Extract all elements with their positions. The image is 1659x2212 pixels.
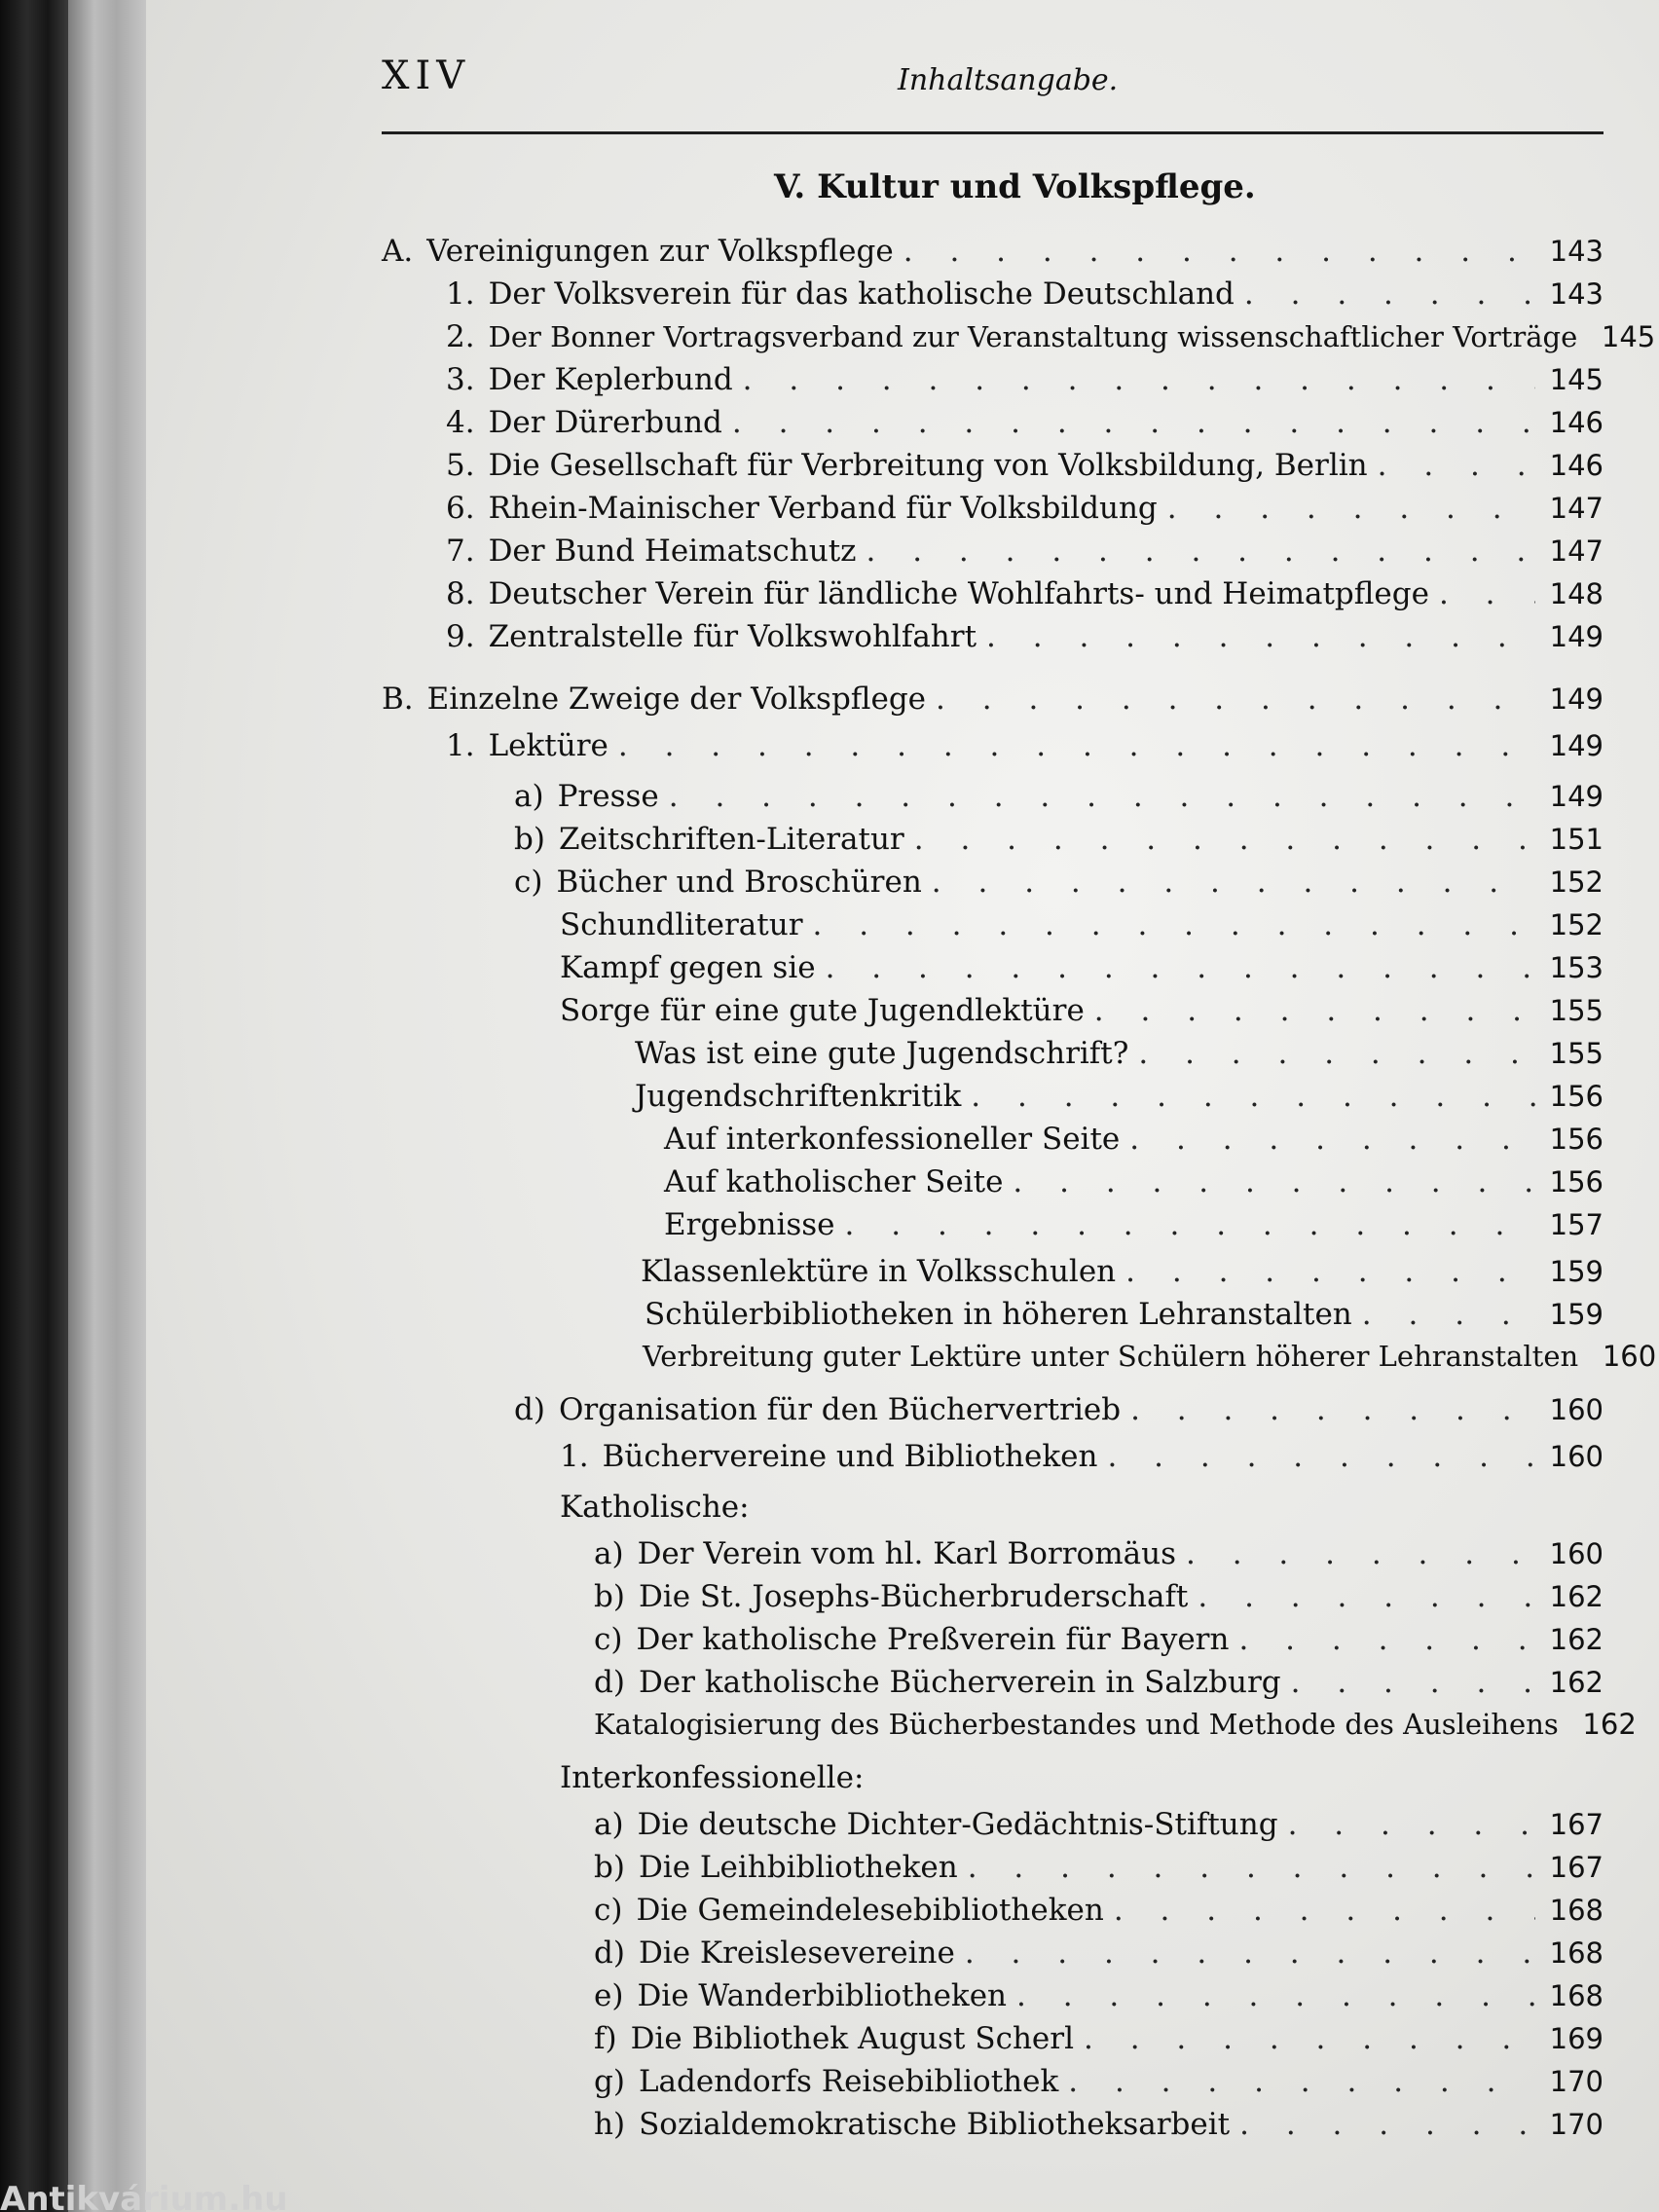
toc-leader (1439, 576, 1535, 611)
toc-entry (446, 405, 1604, 444)
toc-entry (664, 1164, 1604, 1203)
toc-entry (635, 1036, 1604, 1075)
toc-entry (594, 1893, 1604, 1932)
toc-page: 167 (1549, 1851, 1604, 1884)
toc-number: 4. (446, 405, 475, 440)
toc-text: Katalogisierung des Bücherbestandes und Methode des Ausleihens (594, 1708, 1559, 1741)
toc-page: 169 (1549, 2022, 1604, 2055)
toc-text: Der Verein vom hl. Karl Borromäus (637, 1536, 1176, 1571)
toc-leader (743, 362, 1535, 397)
toc-entry (446, 319, 1656, 358)
toc-leader (1198, 1579, 1535, 1614)
toc-leader (1016, 1978, 1535, 2013)
toc-page: 152 (1549, 866, 1604, 899)
toc-text: Der Keplerbund (488, 362, 733, 397)
toc-text: Presse (557, 779, 659, 814)
toc-text: Die Wanderbibliotheken (637, 1978, 1008, 2013)
toc-leader (965, 1936, 1535, 1971)
toc-page: 170 (1549, 2065, 1604, 2098)
toc-leader (1114, 1893, 1535, 1928)
toc-page: 157 (1549, 1208, 1604, 1241)
toc-number: c) (594, 1622, 623, 1657)
toc-leader (845, 1207, 1535, 1242)
toc-page: 145 (1549, 363, 1604, 396)
toc-leader (1138, 1036, 1535, 1071)
toc-text: Die deutsche Dichter-Gedächtnis-Stiftung (637, 1807, 1278, 1842)
toc-text: Die Gemeindelesebibliotheken (636, 1893, 1104, 1928)
toc-entry (594, 1665, 1604, 1704)
toc-text: Rhein-Mainischer Verband für Volksbildung (488, 491, 1158, 526)
toc-entry (594, 1850, 1604, 1889)
toc-text: Zeitschriften-Literatur (558, 822, 904, 857)
toc-number: b) (594, 1579, 625, 1614)
toc-leader (866, 534, 1535, 569)
toc-entry (594, 1807, 1604, 1846)
toc-text: Die Kreislesevereine (638, 1936, 955, 1971)
toc-entry (560, 950, 1604, 989)
toc-page: 156 (1549, 1080, 1604, 1113)
toc-leader (914, 822, 1535, 857)
toc-number: 1. (560, 1439, 589, 1474)
toc-text: Jugendschriftenkritik (635, 1079, 962, 1114)
toc-number: 1. (446, 276, 475, 312)
toc-page: 153 (1549, 951, 1604, 984)
toc-number: c) (594, 1893, 623, 1928)
toc-number: 9. (446, 619, 475, 654)
toc-number: f) (594, 2021, 617, 2056)
toc-entry (446, 491, 1604, 530)
toc-number: e) (594, 1978, 624, 2013)
toc-entry (594, 1978, 1604, 2017)
toc-number: B. (382, 682, 414, 717)
toc-number: d) (514, 1392, 545, 1427)
toc-leader (903, 234, 1535, 269)
toc-entry (643, 1340, 1657, 1379)
toc-entry (560, 907, 1604, 946)
toc-entry (514, 822, 1604, 861)
toc-text: Der katholische Preßverein für Bayern (636, 1622, 1230, 1657)
toc-leader (618, 728, 1535, 763)
toc-page: 167 (1549, 1808, 1604, 1841)
toc-text: Sozialdemokratische Bibliotheksarbeit (639, 2107, 1231, 2142)
toc-leader (1288, 1807, 1535, 1842)
toc-entry (645, 1297, 1604, 1336)
toc-text: Schülerbibliotheken in höheren Lehranstalten (645, 1297, 1352, 1332)
toc-text: Kampf gegen sie (560, 950, 816, 985)
toc-leader (1167, 491, 1535, 526)
toc-number: b) (514, 822, 545, 857)
toc-page: 160 (1602, 1340, 1657, 1373)
toc-leader (1107, 1439, 1535, 1474)
book-binding (0, 0, 68, 2212)
toc-page: 149 (1549, 620, 1604, 653)
toc-page: 155 (1549, 1037, 1604, 1070)
toc-leader (1013, 1164, 1535, 1199)
sublabel-interkonfessionelle: Interkonfessionelle: (560, 1760, 865, 1795)
toc-leader (1244, 276, 1535, 312)
toc-number: A. (382, 234, 414, 269)
toc-number: 6. (446, 491, 475, 526)
toc-number: 5. (446, 448, 475, 483)
toc-text: Deutscher Verein für ländliche Wohlfahrts- und Heimatpflege (488, 576, 1429, 611)
toc-entry (560, 993, 1604, 1032)
toc-number: a) (514, 779, 544, 814)
toc-page: 145 (1601, 320, 1656, 353)
toc-page: 168 (1549, 1936, 1604, 1970)
toc-leader (669, 779, 1535, 814)
toc-page: 159 (1549, 1255, 1604, 1288)
toc-leader (986, 619, 1535, 654)
toc-entry (594, 2064, 1604, 2103)
toc-page: 170 (1549, 2108, 1604, 2141)
toc-number: h) (594, 2107, 626, 2142)
toc-entry (446, 448, 1604, 487)
page-folio: XIV (382, 54, 471, 98)
toc-section-a (382, 234, 1604, 273)
toc-text: Bücher und Broschüren (556, 865, 922, 900)
toc-page: 146 (1549, 449, 1604, 482)
toc-text: Der Bonner Vortragsverband zur Veranstaltung wissenschaftlicher Vorträge (488, 320, 1578, 353)
toc-leader (1186, 1536, 1535, 1571)
toc-text: Was ist eine gute Jugendschrift? (635, 1036, 1129, 1071)
toc-page: 162 (1582, 1708, 1637, 1741)
toc-number: 8. (446, 576, 475, 611)
toc-text: Die Leihbibliotheken (638, 1850, 958, 1885)
toc-page: 143 (1549, 277, 1604, 311)
toc-text: Der Bund Heimatschutz (488, 534, 857, 569)
toc-page: 168 (1549, 1979, 1604, 2012)
toc-text: Büchervereine und Bibliotheken (602, 1439, 1098, 1474)
toc-number: 1. (446, 728, 475, 763)
toc-section-b (382, 682, 1604, 720)
toc-leader (1239, 2107, 1535, 2142)
toc-page: 147 (1549, 492, 1604, 525)
toc-text: Ergebnisse (664, 1207, 835, 1242)
toc-entry (594, 2021, 1604, 2060)
toc-page: 168 (1549, 1894, 1604, 1927)
toc-leader (932, 865, 1535, 900)
toc-leader (1291, 1665, 1535, 1700)
toc-leader (1130, 1392, 1535, 1427)
toc-entry (514, 779, 1604, 818)
toc-entry (664, 1122, 1604, 1161)
toc-entry (594, 2107, 1604, 2146)
toc-page: 156 (1549, 1123, 1604, 1156)
toc-text: Der Volksverein für das katholische Deutschland (488, 276, 1235, 312)
toc-page: 162 (1549, 1580, 1604, 1613)
toc-entry (446, 619, 1604, 658)
running-head (382, 54, 1604, 134)
toc-entry (594, 1622, 1604, 1661)
toc-number: a) (594, 1536, 624, 1571)
toc-leader (826, 950, 1535, 985)
toc-leader (1362, 1297, 1535, 1332)
toc-number: 3. (446, 362, 475, 397)
toc-number: c) (514, 865, 543, 900)
toc-entry (594, 1579, 1604, 1618)
toc-leader (1238, 1622, 1535, 1657)
toc-text: Auf interkonfessioneller Seite (664, 1122, 1121, 1157)
toc-number: 7. (446, 534, 475, 569)
toc-number: d) (594, 1665, 625, 1700)
toc-page: 160 (1549, 1537, 1604, 1570)
toc-text: Der Dürerbund (488, 405, 722, 440)
toc-text: Schundliteratur (560, 907, 803, 942)
toc-page: 146 (1549, 406, 1604, 439)
toc-entry (664, 1207, 1604, 1246)
toc-page: 152 (1549, 908, 1604, 941)
toc-page: 159 (1549, 1298, 1604, 1331)
toc-leader (813, 907, 1535, 942)
toc-leader (1129, 1122, 1535, 1157)
toc-page: 162 (1549, 1666, 1604, 1699)
toc-page: 148 (1549, 577, 1604, 610)
toc-number: a) (594, 1807, 624, 1842)
toc-leader (971, 1079, 1535, 1114)
toc-entry (446, 576, 1604, 615)
sublabel-katholische: Katholische: (560, 1490, 750, 1525)
toc-text: Die Gesellschaft für Verbreitung von Volksbildung, Berlin (488, 448, 1368, 483)
toc-entry (560, 1439, 1604, 1478)
toc-entry (594, 1536, 1604, 1575)
toc-leader (936, 682, 1535, 717)
toc-page: 149 (1549, 780, 1604, 813)
toc-entry (514, 865, 1604, 903)
toc-page: 162 (1549, 1623, 1604, 1656)
toc-entry (446, 534, 1604, 572)
toc-leader (1068, 2064, 1535, 2099)
toc-page: 160 (1549, 1393, 1604, 1426)
running-title: Inhaltsangabe. (898, 63, 1119, 97)
toc-entry (594, 1936, 1604, 1974)
toc-page: 147 (1549, 535, 1604, 568)
toc-number: b) (594, 1850, 625, 1885)
toc-page: 155 (1549, 994, 1604, 1027)
toc-text: Zentralstelle für Volkswohlfahrt (488, 619, 977, 654)
toc-leader (732, 405, 1535, 440)
toc-leader (1094, 993, 1535, 1028)
toc-text: Klassenlektüre in Volksschulen (641, 1254, 1117, 1289)
toc-page: 156 (1549, 1165, 1604, 1198)
part-title: V. Kultur und Volkspflege. (774, 167, 1256, 206)
toc-text: Die St. Josephs-Bücherbruderschaft (638, 1579, 1189, 1614)
toc-entry (446, 728, 1604, 767)
toc-text: Sorge für eine gute Jugendlektüre (560, 993, 1085, 1028)
toc-number: d) (594, 1936, 625, 1971)
toc-entry (446, 362, 1604, 401)
toc-number: g) (594, 2064, 625, 2099)
toc-leader (1084, 2021, 1535, 2056)
toc-page: 160 (1549, 1440, 1604, 1473)
toc-text: Ladendorfs Reisebibliothek (638, 2064, 1059, 2099)
toc-text: Auf katholischer Seite (664, 1164, 1004, 1199)
toc-page: 149 (1549, 682, 1604, 716)
toc-page: 151 (1549, 823, 1604, 856)
toc-page: 149 (1549, 729, 1604, 762)
watermark: Antikvárium.hu (0, 2180, 288, 2212)
toc-text: Die Bibliothek August Scherl (630, 2021, 1075, 2056)
toc-text: Einzelne Zweige der Volkspflege (426, 682, 927, 717)
toc-text: Organisation für den Büchervertrieb (558, 1392, 1122, 1427)
toc-leader (1125, 1254, 1535, 1289)
toc-text: Der katholische Bücherverein in Salzburg (638, 1665, 1281, 1700)
toc-entry (635, 1079, 1604, 1118)
toc-entry (514, 1392, 1604, 1431)
page-edge (68, 0, 156, 2212)
toc-number: 2. (446, 319, 475, 354)
toc-entry (446, 276, 1604, 315)
toc-text: Verbreitung guter Lektüre unter Schülern höherer Lehranstalten (643, 1340, 1579, 1373)
toc-leader (968, 1850, 1535, 1885)
toc-leader (1378, 448, 1535, 483)
toc-entry (641, 1254, 1604, 1293)
toc-entry (594, 1708, 1637, 1747)
toc-page: 143 (1549, 235, 1604, 268)
toc-text: Vereinigungen zur Volkspflege (426, 234, 894, 269)
toc-text: Lektüre (488, 728, 608, 763)
